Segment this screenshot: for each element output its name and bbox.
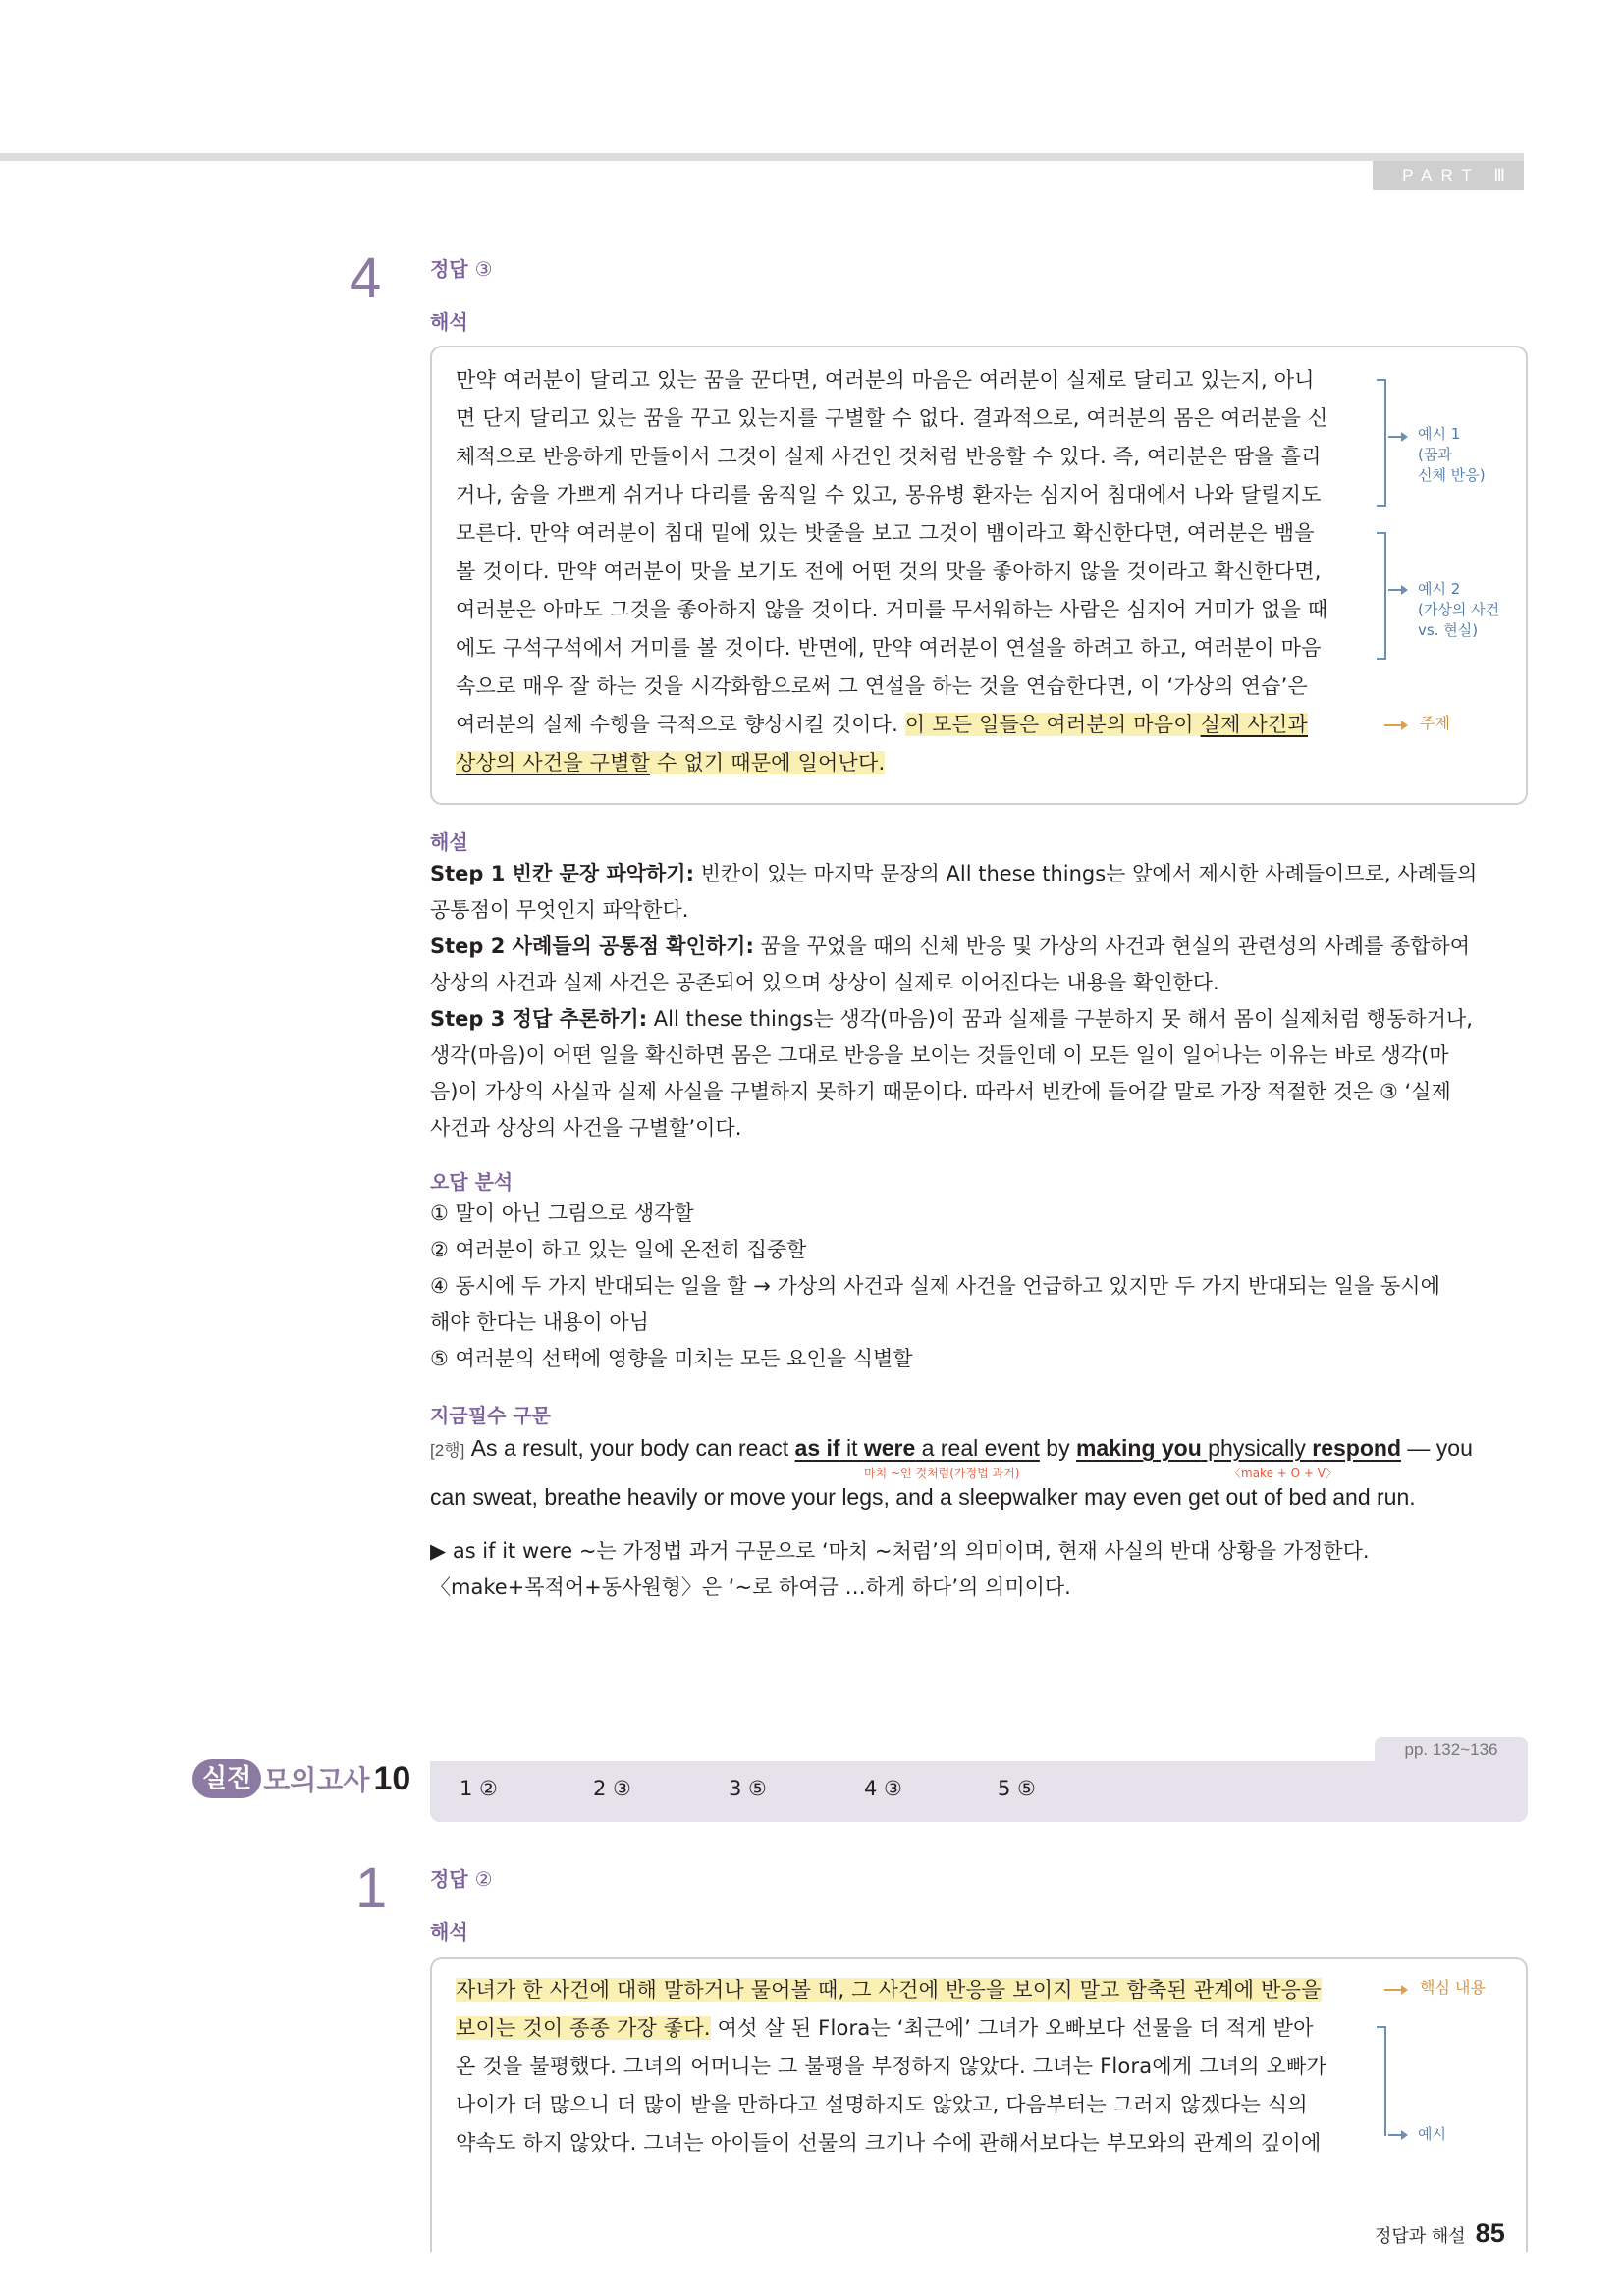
note-line: (가상의 사건 bbox=[1418, 601, 1500, 618]
grammar-were: were bbox=[863, 1435, 916, 1461]
step1-head: Step 1 빈칸 문장 파악하기: bbox=[430, 862, 694, 885]
topic-highlight bbox=[456, 751, 885, 774]
header-rule bbox=[0, 153, 1524, 161]
footer-label: 정답과 해설 bbox=[1375, 2226, 1466, 2247]
grammar-text: a real event bbox=[915, 1435, 1040, 1461]
wrong-analysis-label: 오답 분석 bbox=[430, 1170, 514, 1194]
translation-line: 온 것을 불평했다. 그녀의 어머니는 그 불평을 부정하지 않았다. 그녀는 Flora에게 그녀의 오빠가 bbox=[456, 2055, 1327, 2078]
core-highlight: 보이는 것이 종종 가장 좋다. bbox=[456, 2016, 711, 2040]
exam-badge bbox=[192, 1759, 410, 1802]
translation-plain: 여섯 살 된 Flora는 ‘최근에’ 그녀가 오빠보다 선물을 더 적게 받아 bbox=[710, 2016, 1314, 2040]
translation-line: 여러분은 아마도 그것을 좋아하지 않을 것이다. 거미를 무서워하는 사람은 심지어 거미가 없을 때 bbox=[456, 598, 1328, 621]
grammar-making: making you bbox=[1075, 1435, 1202, 1461]
wrong-item: ⑤ 여러분의 선택에 영향을 미치는 모든 요인을 식별할 bbox=[430, 1347, 913, 1370]
step-line bbox=[430, 856, 1528, 892]
topic-text: 이 모든 일들은 여러분의 마음이 bbox=[904, 713, 1201, 736]
translation-box bbox=[430, 346, 1528, 805]
translation-line: 면 단지 달리고 있는 꿈을 꾸고 있는지를 구별할 수 없다. 결과적으로, 여러분의 몸은 여러분을 신 bbox=[456, 406, 1328, 430]
page-range: pp. 132~136 bbox=[1375, 1737, 1528, 1763]
topic-underline: 상상의 사건을 구별할 bbox=[456, 751, 651, 774]
arrow-icon bbox=[1384, 724, 1406, 726]
grammar-expl-line: ▶ as if it were ~는 가정법 과거 구문으로 ‘마치 ~처럼’의 의미이며, 현재 사실의 반대 상황을 가정한다. bbox=[430, 1539, 1370, 1563]
translation-label: 해석 bbox=[430, 1920, 468, 1944]
step-line bbox=[430, 1001, 1528, 1038]
note-line: 예시 2 bbox=[1418, 580, 1461, 598]
commentary-label: 해설 bbox=[430, 830, 468, 854]
topic-note: 주제 bbox=[1420, 714, 1450, 732]
example2-bracket bbox=[1377, 532, 1386, 660]
translation-line bbox=[456, 744, 1382, 782]
answer-item: 5 ⑤ bbox=[998, 1777, 1036, 1800]
answer-label bbox=[430, 1863, 493, 1892]
answer-bar bbox=[430, 1761, 1528, 1822]
translation-line: 속으로 매우 잘 하는 것을 시각화함으로써 그 연설을 하는 것을 연습한다면, 이 ‘가상의 연습’은 bbox=[456, 674, 1308, 698]
grammar-text: by bbox=[1039, 1435, 1076, 1461]
arrow-icon bbox=[1388, 436, 1406, 438]
note-line: vs. 현실) bbox=[1418, 621, 1479, 639]
note-line: (꿈과 bbox=[1418, 446, 1452, 463]
arrow-icon bbox=[1384, 1989, 1406, 1991]
translation-line: 거나, 숨을 가쁘게 쉬거나 다리를 움직일 수 있고, 몽유병 환자는 심지어 침대에서 나와 달릴지도 bbox=[456, 483, 1322, 507]
step-line: 상상의 사건과 실제 사건은 공존되어 있으며 상상이 실제로 이어진다는 내용을 확인한다. bbox=[430, 971, 1219, 994]
note-line: 예시 1 bbox=[1418, 425, 1461, 443]
answer-label-text: 정답 bbox=[430, 257, 468, 281]
wrong-item: ② 여러분이 하고 있는 일에 온전히 집중할 bbox=[430, 1238, 807, 1261]
translation-box bbox=[430, 1957, 1528, 2252]
grammar-asif: as if bbox=[794, 1435, 840, 1461]
step2-text: 꿈을 꾸었을 때의 신체 반응 및 가상의 사건과 현실의 관련성의 사례를 종합하여 bbox=[753, 934, 1471, 958]
question-number: 4 bbox=[350, 246, 382, 310]
translation-line bbox=[456, 706, 1382, 744]
page-footer bbox=[1375, 2218, 1505, 2249]
commentary-steps bbox=[430, 856, 1528, 1147]
translation-plain: 여러분의 실제 수행을 극적으로 향상시킬 것이다. bbox=[456, 713, 898, 736]
step1-text: 빈칸이 있는 마지막 문장의 All these things는 앞에서 제시한 사례들이므로, 사례들의 bbox=[693, 862, 1478, 885]
translation-line: 약속도 하지 않았다. 그녀는 아이들이 선물의 크기나 수에 관해서보다는 부모와의 관계의 깊이에 bbox=[456, 2131, 1322, 2155]
translation-line: 모른다. 만약 여러분이 침대 밑에 있는 밧줄을 보고 그것이 뱀이라고 확신한다면, 여러분은 뱀을 bbox=[456, 521, 1315, 545]
translation-line: 볼 것이다. 만약 여러분이 맛을 보기도 전에 어떤 것의 맛을 좋아하지 않을 것이라고 확신한다면, bbox=[456, 560, 1322, 583]
wrong-list bbox=[430, 1196, 1528, 1377]
grammar-annotation: 마치 ~인 것처럼(가정법 과거) bbox=[864, 1467, 1020, 1480]
translation-line bbox=[456, 1971, 1382, 2009]
grammar-text: As a result, your body can react bbox=[464, 1435, 795, 1461]
step-line: 사건과 상상의 사건을 구별할’이다. bbox=[430, 1116, 742, 1140]
translation-text bbox=[456, 361, 1382, 782]
answer-value: ② bbox=[474, 1867, 493, 1891]
translation-line: 만약 여러분이 달리고 있는 꿈을 꾼다면, 여러분의 마음은 여러분이 실제로 달리고 있는지, 아니 bbox=[456, 368, 1315, 392]
wrong-item: ④ 동시에 두 가지 반대되는 일을 할 → 가상의 사건과 실제 사건을 언급하고 있지만 두 가지 반대되는 일을 동시에 bbox=[430, 1274, 1440, 1298]
wrong-item: 해야 한다는 내용이 아님 bbox=[430, 1310, 649, 1334]
example-note: 예시 bbox=[1418, 2125, 1446, 2143]
question-number: 1 bbox=[355, 1856, 388, 1920]
grammar-respond: respond bbox=[1312, 1435, 1401, 1461]
answer-item: 3 ⑤ bbox=[729, 1777, 767, 1800]
step-line bbox=[430, 929, 1528, 965]
topic-text: 수 없기 때문에 일어난다. bbox=[650, 751, 886, 774]
grammar-text: it bbox=[839, 1435, 864, 1461]
page-number: 85 bbox=[1475, 2218, 1505, 2248]
arrow-icon bbox=[1388, 2134, 1406, 2136]
step3-head: Step 3 정답 추론하기: bbox=[430, 1007, 648, 1031]
step-line: 생각(마음)이 어떤 일을 확신하면 몸은 그대로 반응을 보이는 것들인데 이 모든 일이 일어나는 이유는 바로 생각(마 bbox=[430, 1043, 1449, 1067]
grammar-expl-line: 〈make+목적어+동사원형〉은 ‘~로 하여금 …하게 하다’의 의미이다. bbox=[430, 1575, 1071, 1599]
grammar-text: physically bbox=[1201, 1435, 1313, 1461]
example1-bracket bbox=[1377, 379, 1386, 507]
wrong-item: ① 말이 아닌 그림으로 생각할 bbox=[430, 1201, 694, 1225]
note-line: 신체 반응) bbox=[1418, 466, 1486, 484]
exam-pill: 실전 bbox=[192, 1759, 261, 1798]
example1-note bbox=[1418, 424, 1486, 486]
arrow-icon bbox=[1388, 589, 1406, 591]
grammar-sentence-2: can sweat, breathe heavily or move your legs, and a sleepwalker may even get out of bed and run. bbox=[430, 1484, 1416, 1510]
grammar-label: 지금필수 구문 bbox=[430, 1404, 551, 1427]
example-bracket bbox=[1377, 2026, 1386, 2136]
exam-number: 10 bbox=[373, 1759, 411, 1797]
exam-title: 모의고사 bbox=[263, 1764, 370, 1796]
step-line: 음)이 가상의 사실과 실제 사실을 구별하지 못하기 때문이다. 따라서 빈칸에 들어갈 말로 가장 적절한 것은 ③ ‘실제 bbox=[430, 1080, 1451, 1103]
answer-value: ③ bbox=[474, 257, 493, 281]
core-highlight: 자녀가 한 사건에 대해 말하거나 물어볼 때, 그 사건에 반응을 보이지 말고 함축된 관계에 반응을 bbox=[456, 1978, 1322, 2002]
translation-label: 해석 bbox=[430, 310, 468, 334]
line-tag: [2행] bbox=[430, 1441, 465, 1460]
translation-line: 나이가 더 많으니 더 많이 받을 만하다고 설명하지도 않았고, 다음부터는 그러지 않겠다는 식의 bbox=[456, 2093, 1308, 2116]
step2-head: Step 2 사례들의 공통점 확인하기: bbox=[430, 934, 754, 958]
answer-item: 1 ② bbox=[460, 1777, 498, 1800]
core-note: 핵심 내용 bbox=[1420, 1978, 1486, 1997]
topic-underline: 실제 사건과 bbox=[1200, 713, 1308, 736]
translation-line bbox=[456, 2009, 1382, 2048]
grammar-explanation bbox=[430, 1533, 1528, 1606]
part-label: PART Ⅲ bbox=[1373, 161, 1524, 190]
answer-label-text: 정답 bbox=[430, 1867, 468, 1891]
example2-note bbox=[1418, 579, 1499, 641]
step-line: 공통점이 무엇인지 파악한다. bbox=[430, 898, 689, 922]
answer-item: 4 ③ bbox=[864, 1777, 902, 1800]
step3-text: All these things는 생각(마음)이 꿈과 실제를 구분하지 못 해서 몸이 실제처럼 행동하거나, bbox=[647, 1007, 1473, 1031]
grammar-annotation: 〈make + O + V〉 bbox=[1229, 1467, 1337, 1480]
translation-text bbox=[456, 1971, 1382, 2163]
translation-line: 에도 구석구석에서 거미를 볼 것이다. 반면에, 만약 여러분이 연설을 하려고 하고, 여러분이 마음 bbox=[456, 636, 1322, 660]
translation-line: 체적으로 반응하게 만들어서 그것이 실제 사건인 것처럼 반응할 수 있다. 즉, 여러분은 땀을 흘리 bbox=[456, 445, 1322, 468]
grammar-sentence-1 bbox=[430, 1435, 1530, 1462]
grammar-text: — you bbox=[1401, 1435, 1473, 1461]
topic-highlight bbox=[905, 713, 1308, 736]
answer-label bbox=[430, 253, 493, 282]
answer-item: 2 ③ bbox=[593, 1777, 631, 1800]
